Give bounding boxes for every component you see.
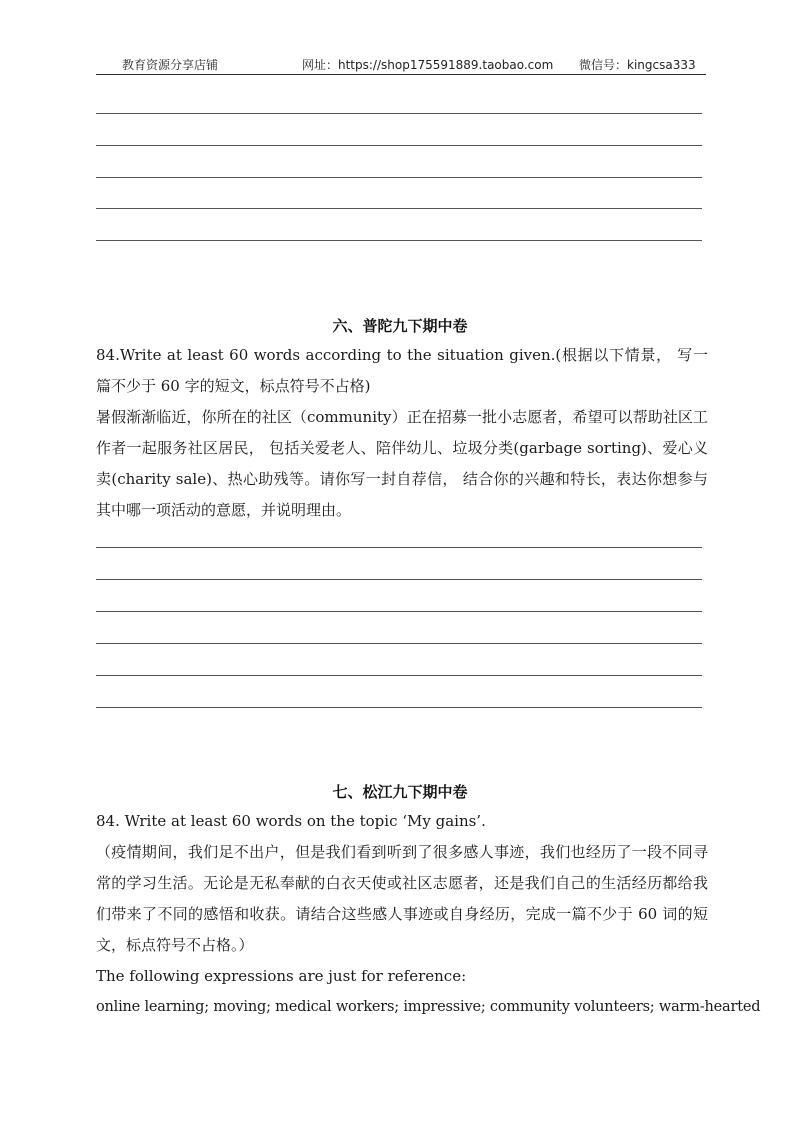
answer-line bbox=[96, 643, 702, 644]
section-7-content bbox=[96, 806, 761, 1023]
answer-line bbox=[96, 145, 702, 146]
answer-line bbox=[96, 579, 702, 580]
page-header bbox=[96, 56, 706, 75]
section-6-content bbox=[96, 340, 708, 526]
header-website: 网址：https://shop175591889.taobao.com bbox=[302, 58, 554, 72]
section-7-title: 七、松江九下期中卷 bbox=[332, 783, 468, 801]
section-7-prompt: 84. Write at least 60 words on the topic ‘My gains’. bbox=[96, 812, 486, 830]
answer-line bbox=[96, 547, 702, 548]
answer-line bbox=[96, 240, 702, 241]
answer-line bbox=[96, 177, 702, 178]
answer-line bbox=[96, 611, 702, 612]
section-7-reference-words: online learning; moving; medical workers; impressive; community volunteers; warm-hearted bbox=[96, 999, 761, 1015]
section-6-body: 暑假渐渐临近，你所在的社区（community）正在招募一批小志愿者，希望可以帮助社区工作者一起服务社区居民， 包括关爱老人、陪伴幼儿、垃圾分类(garbage sorting)、爱心义 卖(charity sale)、热心助残等。请你写一封自荐信， 结合你的兴趣和特长，表达你想参与其中哪一项活动的意愿，并说明理由。 bbox=[96, 408, 708, 519]
section-7-body: （疫情期间，我们足不出户，但是我们看到听到了很多感人事迹，我们也经历了一段不同寻常的学习生活。无论是无私奉献的白衣天使或社区志愿者，还是我们自己的生活经历都给我们带来了不同的感悟和收获。请结合这些感人事迹或自身经历，完成一篇不少于 60 词的短文，标点符号不占格。） bbox=[96, 843, 708, 954]
answer-line bbox=[96, 675, 702, 676]
header-wechat: 微信号：kingcsa333 bbox=[579, 58, 696, 72]
section-6-title: 六、普陀九下期中卷 bbox=[332, 317, 468, 335]
answer-line bbox=[96, 113, 702, 114]
section-6-prompt: 84.Write at least 60 words according to the situation given.(根据以下情景， 写一篇不少于 60 字的短文，标点符号不占格) bbox=[96, 346, 708, 395]
answer-line bbox=[96, 707, 702, 708]
answer-line bbox=[96, 208, 702, 209]
section-7-reference-label: The following expressions are just for reference: bbox=[96, 967, 467, 985]
header-shop-name: 教育资源分享店铺 bbox=[122, 58, 219, 72]
